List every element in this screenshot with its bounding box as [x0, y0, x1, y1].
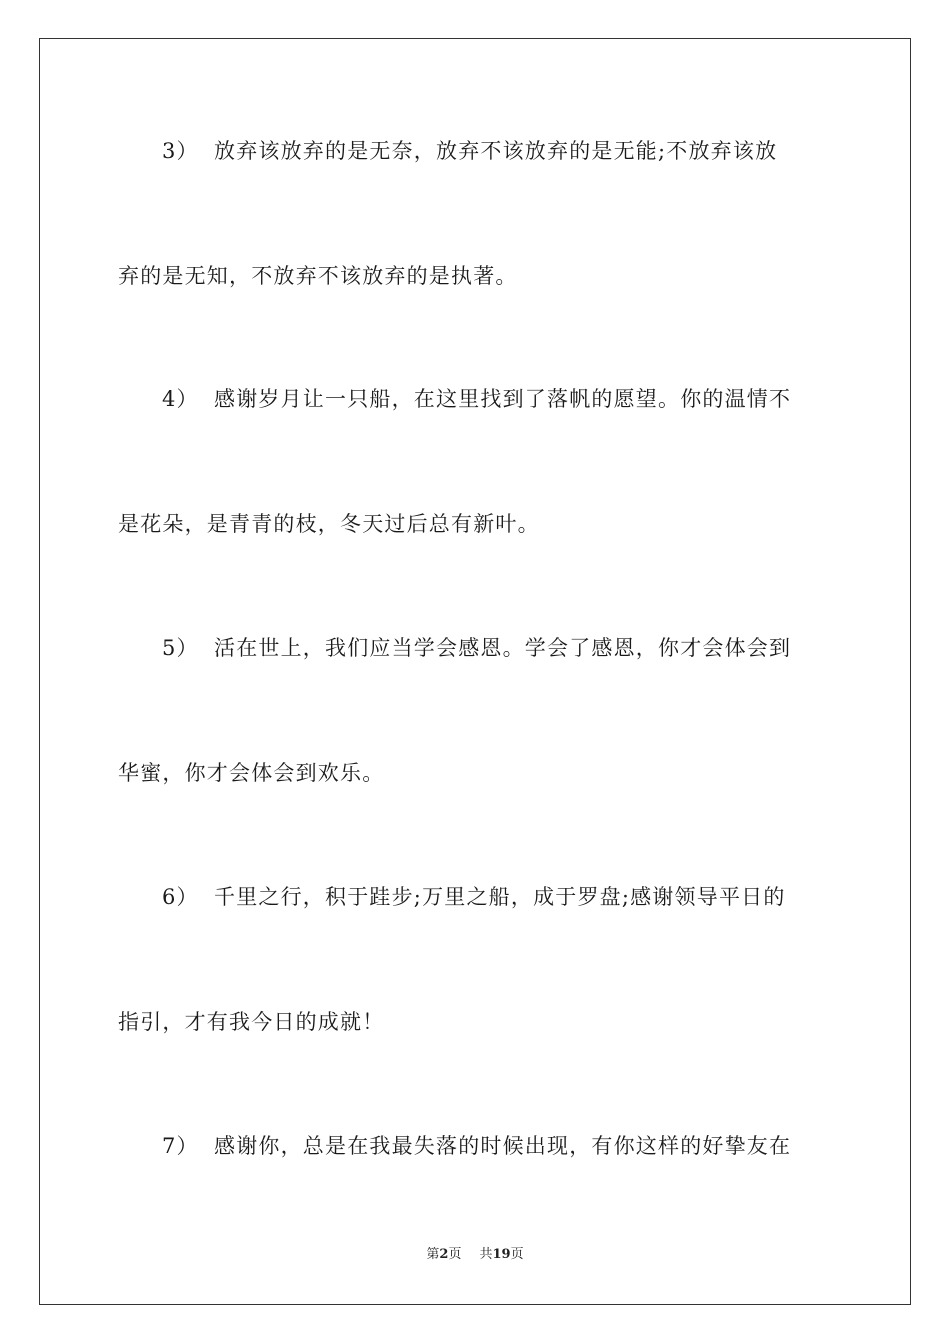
- page-footer: [0, 1246, 950, 1264]
- paragraph-5-line-2: 华蜜，你才会体会到欢乐。: [118, 761, 385, 785]
- paragraph-5-line-1: [162, 634, 882, 662]
- paragraph-3-line-2: 弃的是无知，不放弃不该放弃的是执著。: [118, 264, 518, 288]
- paragraph-4-line-2: 是花朵，是青青的枝，冬天过后总有新叶。: [118, 512, 540, 536]
- paragraph-6-line-1: [162, 883, 882, 911]
- paragraph-5-number: 5）: [162, 636, 199, 660]
- paragraph-3-number: 3）: [162, 139, 199, 163]
- footer-page-prefix: 第: [426, 1247, 440, 1262]
- paragraph-4-number: 4）: [162, 387, 199, 411]
- footer-total-suffix: 页: [510, 1247, 524, 1262]
- footer-total-pages: 19: [492, 1247, 511, 1262]
- paragraph-4-text: 感谢岁月让一只船，在这里找到了落帆的愿望。你的温情不: [214, 387, 792, 411]
- paragraph-3-line-1: [162, 137, 882, 165]
- paragraph-7-text: 感谢你，总是在我最失落的时候出现，有你这样的好挚友在: [214, 1134, 792, 1158]
- page-border: [39, 38, 911, 1305]
- paragraph-7-line-1: [162, 1132, 882, 1160]
- paragraph-5-text: 活在世上，我们应当学会感恩。学会了感恩，你才会体会到: [214, 636, 792, 660]
- paragraph-6-number: 6）: [162, 885, 199, 909]
- paragraph-4-line-1: [162, 385, 882, 413]
- footer-page-suffix: 页: [448, 1247, 462, 1262]
- footer-total-prefix: 共: [479, 1247, 493, 1262]
- paragraph-3-text: 放弃该放弃的是无奈，放弃不该放弃的是无能;不放弃该放: [214, 139, 778, 163]
- paragraph-6-line-2: 指引，才有我今日的成就！: [118, 1010, 385, 1034]
- paragraph-6-text: 千里之行，积于跬步;万里之船，成于罗盘;感谢领导平日的: [214, 885, 786, 909]
- footer-page-number: 2: [439, 1247, 449, 1262]
- paragraph-7-number: 7）: [162, 1134, 199, 1158]
